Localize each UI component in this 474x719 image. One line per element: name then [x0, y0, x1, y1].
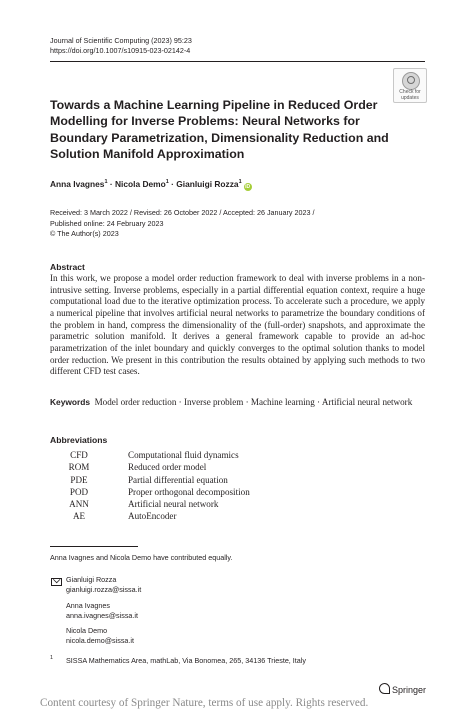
author-separator: ·	[168, 179, 177, 189]
springer-logo	[379, 683, 426, 695]
badge-line-1: Check for	[399, 89, 421, 95]
header-rule	[50, 61, 425, 62]
abbreviations-table	[50, 449, 250, 523]
publication-dates	[50, 208, 315, 240]
contact-email[interactable]: gianluigi.rozza@sissa.it	[66, 585, 142, 595]
contact-email[interactable]: anna.ivagnes@sissa.it	[66, 611, 139, 621]
author-name: Gianluigi Rozza	[176, 179, 239, 189]
abstract-body: In this work, we propose a model order reduction framework to deal with inverse problems in a non-intrusive setting. Inverse problems, especially in a partial differential equation context, require a huge computational load due to the iterative optimization process. To accelerate such a procedure, we apply a numerical pipeline that involves artificial neural networks to parametrize the boundary conditions of the problem in hand, compress the dimensionality of the (full-order) snapshots, and approximate the parametric solution manifold. It derives a general framework capable to provide an ad-hoc parametrization of the inlet boundary and quickly converges to the optimal solution thanks to model order reduction. We present in this contribution the results obtained by applying such methods to two different CFD test cases.	[50, 273, 425, 377]
check-updates-icon	[402, 72, 420, 90]
author-list	[50, 179, 252, 191]
envelope-icon	[51, 578, 62, 586]
dates-line-2: Published online: 24 February 2023	[50, 218, 164, 228]
abbreviation-row	[50, 498, 250, 510]
author-affil-sup: 1	[104, 179, 108, 186]
abbreviation-key: AE	[72, 511, 86, 522]
author-affil-sup: 1	[238, 179, 242, 186]
contact-name: Nicola Demo	[66, 626, 108, 635]
abbreviation-value: Artificial neural network	[128, 499, 219, 510]
badge-label	[394, 89, 426, 101]
abbreviation-value: Computational fluid dynamics	[128, 450, 239, 460]
abbreviation-key: ROM	[68, 462, 90, 473]
affiliation-number: 1	[50, 655, 54, 661]
contact-name: Gianluigi Rozza	[66, 575, 117, 584]
abbreviation-key: POD	[69, 486, 89, 497]
author-separator: ·	[107, 179, 115, 189]
journal-citation: Journal of Scientific Computing (2023) 95:23	[50, 36, 192, 45]
contact-entry	[66, 626, 134, 646]
springer-horse-icon	[379, 683, 390, 694]
abbreviation-row	[50, 486, 250, 498]
abbreviation-row	[50, 461, 250, 473]
courtesy-notice: Content courtesy of Springer Nature, terms of use apply. Rights reserved.	[40, 697, 369, 709]
contact-email[interactable]: nicola.demo@sissa.it	[66, 636, 135, 646]
abbreviation-key: ANN	[69, 499, 89, 510]
abbreviation-row	[50, 510, 250, 522]
contact-entry	[66, 575, 141, 595]
abstract-heading: Abstract	[50, 262, 85, 272]
contribution-note: Anna Ivagnes and Nicola Demo have contributed equally.	[50, 553, 233, 562]
abbreviation-key: CFD	[70, 450, 88, 460]
abbreviation-value: Reduced order model	[128, 462, 207, 473]
abbreviation-value: Proper orthogonal decomposition	[128, 486, 250, 497]
check-for-updates-badge[interactable]	[393, 68, 427, 103]
orcid-icon[interactable]: iD	[245, 184, 251, 190]
author-name: Nicola Demo	[114, 179, 166, 189]
affiliation-text: SISSA Mathematics Area, mathLab, Via Bonomea, 265, 34136 Trieste, Italy	[66, 656, 306, 665]
keywords-text: Model order reduction · Inverse problem · Machine learning · Artificial neural network	[94, 397, 413, 407]
contact-name: Anna Ivagnes	[66, 601, 110, 610]
dates-line-1: Received: 3 March 2022 / Revised: 26 October 2022 / Accepted: 26 January 2023 /	[50, 208, 315, 217]
abbreviation-row	[50, 449, 250, 461]
journal-header	[50, 36, 192, 56]
publisher-name: Springer	[392, 685, 427, 695]
author-affil-sup: 1	[165, 179, 169, 186]
abbreviation-key: PDE	[70, 474, 88, 485]
paper-title: Towards a Machine Learning Pipeline in Reduced Order Modelling for Inverse Problems: Neural Networks for Boundary Parametrization, Dimensionality Reduction and Solution Manifold Approximation	[50, 98, 389, 161]
keywords-section	[50, 397, 425, 409]
contact-entry	[66, 601, 138, 621]
abbreviation-value: Partial differential equation	[128, 474, 228, 485]
author-name: Anna Ivagnes	[50, 179, 105, 189]
abbreviation-value: AutoEncoder	[128, 511, 177, 522]
abbreviations-heading: Abbreviations	[50, 435, 108, 445]
journal-doi[interactable]: https://doi.org/10.1007/s10915-023-02142-4	[50, 46, 191, 55]
abbreviation-row	[50, 474, 250, 486]
keywords-label: Keywords	[50, 397, 91, 407]
badge-line-2: updates	[401, 95, 419, 101]
copyright-line: © The Author(s) 2023	[50, 229, 119, 239]
footnote-rule	[50, 546, 138, 547]
